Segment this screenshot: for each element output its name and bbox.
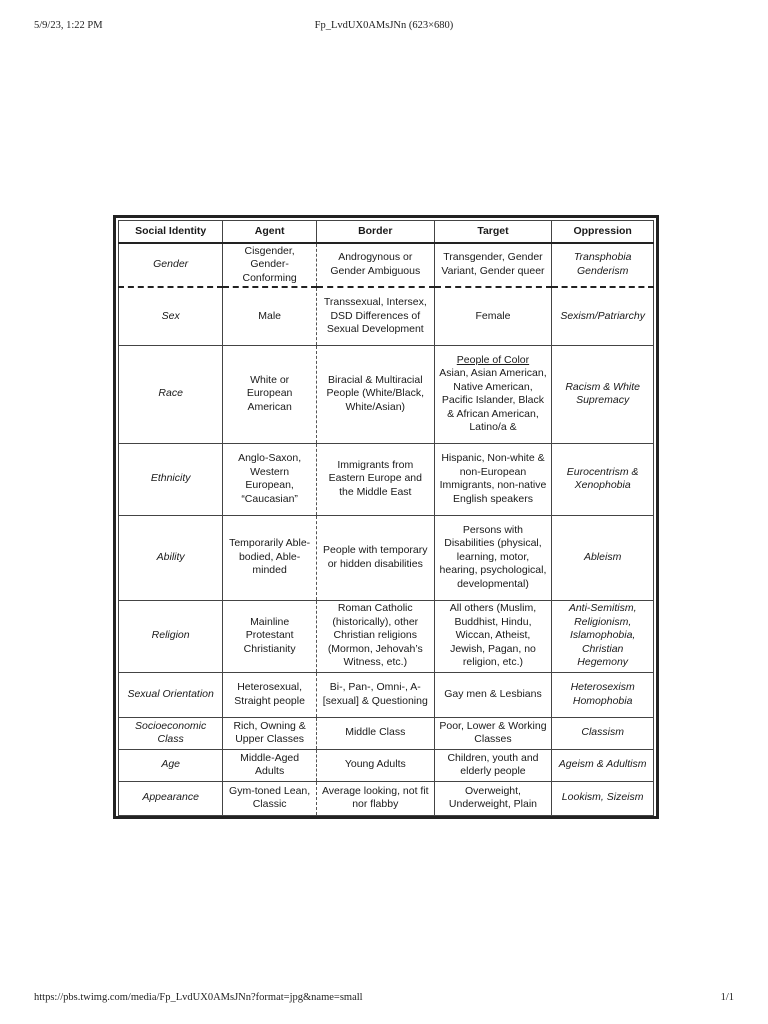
cell-oppression: Eurocentrism & Xenophobia <box>552 443 654 515</box>
cell-identity: Sex <box>119 287 223 345</box>
table-row-age <box>119 749 654 781</box>
cell-agent: Gym-toned Lean, Classic <box>223 781 317 815</box>
cell-oppression: Anti-Semitism, Religionism, Islamophobia, Christian Hegemony <box>552 600 654 672</box>
table-row-religion <box>119 600 654 672</box>
column-header-target: Target <box>434 221 552 243</box>
cell-border: People with temporary or hidden disabilities <box>316 515 434 600</box>
social-identity-table <box>118 220 654 816</box>
target-heading: People of Color <box>456 353 530 366</box>
cell-border: Androgynous or Gender Ambiguous <box>316 243 434 288</box>
cell-target: Female <box>434 287 552 345</box>
cell-agent: Male <box>223 287 317 345</box>
cell-identity: Ethnicity <box>119 443 223 515</box>
cell-border: Average looking, not fit nor flabby <box>316 781 434 815</box>
cell-agent: White or European American <box>223 345 317 443</box>
table-row-sex <box>119 287 654 345</box>
cell-identity: Race <box>119 345 223 443</box>
cell-identity: Appearance <box>119 781 223 815</box>
table-row-appearance <box>119 781 654 815</box>
cell-agent: Rich, Owning & Upper Classes <box>223 717 317 749</box>
cell-border: Roman Catholic (historically), other Christian religions (Mormon, Jehovah’s Witness, etc.) <box>316 600 434 672</box>
cell-target: Gay men & Lesbians <box>434 672 552 717</box>
cell-oppression: Transphobia Genderism <box>552 243 654 288</box>
print-page-number: 1/1 <box>720 992 734 1003</box>
cell-target: Children, youth and elderly people <box>434 749 552 781</box>
cell-target: Poor, Lower & Working Classes <box>434 717 552 749</box>
column-header-oppression: Oppression <box>552 221 654 243</box>
cell-border: Transsexual, Intersex, DSD Differences of Sexual Development <box>316 287 434 345</box>
cell-agent: Mainline Protestant Christianity <box>223 600 317 672</box>
print-url: https://pbs.twimg.com/media/Fp_LvdUX0AMsJNn?format=jpg&name=small <box>34 992 363 1003</box>
cell-identity: Sexual Orientation <box>119 672 223 717</box>
table-row-sexual-orientation <box>119 672 654 717</box>
column-header-border: Border <box>316 221 434 243</box>
table-row-ability <box>119 515 654 600</box>
cell-agent: Temporarily Able-bodied, Able-minded <box>223 515 317 600</box>
cell-oppression: Ageism & Adultism <box>552 749 654 781</box>
cell-agent: Cisgender, Gender-Conforming <box>223 243 317 288</box>
table-row-ethnicity <box>119 443 654 515</box>
cell-target: Hispanic, Non-white & non-European Immigrants, non-native English speakers <box>434 443 552 515</box>
cell-agent: Heterosexual, Straight people <box>223 672 317 717</box>
table-row-socioeconomic-class <box>119 717 654 749</box>
cell-border: Biracial & Multiracial People (White/Black, White/Asian) <box>316 345 434 443</box>
cell-target: Overweight, Underweight, Plain <box>434 781 552 815</box>
cell-identity: Age <box>119 749 223 781</box>
column-header-agent: Agent <box>223 221 317 243</box>
cell-target <box>434 345 552 443</box>
column-header-social-identity: Social Identity <box>119 221 223 243</box>
cell-oppression: Sexism/Patriarchy <box>552 287 654 345</box>
cell-oppression: Lookism, Sizeism <box>552 781 654 815</box>
target-text: Asian, Asian American, Native American, Pacific Islander, Black & African American, Latino/a & <box>439 367 547 433</box>
cell-oppression: Racism & White Supremacy <box>552 345 654 443</box>
cell-oppression: Classism <box>552 717 654 749</box>
table-header-row <box>119 221 654 243</box>
table-row-race <box>119 345 654 443</box>
cell-target: Transgender, Gender Variant, Gender queer <box>434 243 552 288</box>
cell-identity: Socioeconomic Class <box>119 717 223 749</box>
cell-oppression: Heterosexism Homophobia <box>552 672 654 717</box>
cell-agent: Middle-Aged Adults <box>223 749 317 781</box>
print-title: Fp_LvdUX0AMsJNn (623×680) <box>314 20 454 31</box>
cell-border: Middle Class <box>316 717 434 749</box>
cell-identity: Religion <box>119 600 223 672</box>
social-identity-table-frame <box>113 215 659 819</box>
cell-identity: Ability <box>119 515 223 600</box>
table-row-gender <box>119 243 654 288</box>
cell-oppression: Ableism <box>552 515 654 600</box>
cell-border: Young Adults <box>316 749 434 781</box>
print-datetime: 5/9/23, 1:22 PM <box>34 20 103 31</box>
cell-target: Persons with Disabilities (physical, learning, motor, hearing, psychological, developmental) <box>434 515 552 600</box>
cell-identity: Gender <box>119 243 223 288</box>
cell-agent: Anglo-Saxon, Western European, “Caucasian” <box>223 443 317 515</box>
cell-target: All others (Muslim, Buddhist, Hindu, Wiccan, Atheist, Jewish, Pagan, no religion, etc.) <box>434 600 552 672</box>
cell-border: Immigrants from Eastern Europe and the Middle East <box>316 443 434 515</box>
cell-border: Bi-, Pan-, Omni-, A-[sexual] & Questioning <box>316 672 434 717</box>
